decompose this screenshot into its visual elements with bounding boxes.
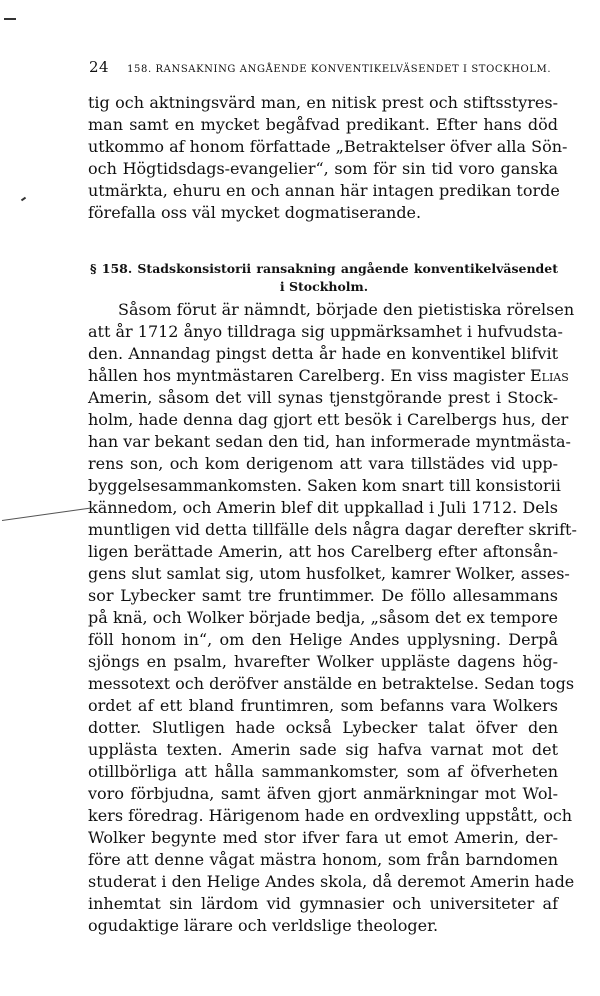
running-header bbox=[89, 58, 559, 80]
running-title: 158. RANSAKNING ANGÅENDE KONVENTIKELVÄSENDET I STOCKHOLM. bbox=[127, 64, 552, 75]
text-line: holm, hade denna dag gjort ett besök i Carelbergs hus, der bbox=[88, 410, 569, 429]
text-line: kers föredrag. Härigenom hade en ordvexling uppstått, och bbox=[88, 806, 573, 825]
scan-mark-top-left bbox=[4, 18, 16, 20]
text-line: på knä, och Wolker började bedja, „såsom det ex tempore bbox=[88, 608, 558, 627]
text-line: Såsom förut är nämndt, började den pietistiska rörelsen bbox=[118, 300, 575, 319]
scan-mark-margin bbox=[21, 197, 26, 202]
text-line: otillbörliga att hålla sammankomster, som af öfverheten bbox=[88, 762, 558, 781]
text-line: voro förbjudna, samt äfven gjort anmärkningar mot Wol- bbox=[88, 784, 558, 803]
text-line: Wolker begynte med stor ifver fara ut emot Amerin, der- bbox=[88, 828, 558, 847]
text-line: messotext och deröfver anstälde en betraktelse. Sedan togs bbox=[88, 674, 575, 693]
text-fragment: hållen hos myntmästaren Carelberg. En viss magister bbox=[88, 366, 530, 385]
text-line: kännedom, och Amerin blef dit uppkallad i Juli 1712. Dels bbox=[88, 498, 558, 517]
text-line: byggelsesammankomsten. Saken kom snart till konsistorii bbox=[88, 476, 561, 495]
margin-pencil-line bbox=[2, 507, 91, 521]
text-line: utmärkta, ehuru en och annan här intagen predikan torde bbox=[88, 181, 560, 200]
text-line: tig och aktningsvärd man, en nitisk prest och stiftsstyres- bbox=[88, 93, 558, 112]
text-line: sjöngs en psalm, hvarefter Wolker uppläste dagens hög- bbox=[88, 652, 558, 671]
preceding-paragraph bbox=[88, 92, 568, 224]
smallcaps-name: Elias bbox=[529, 366, 569, 385]
text-line: sor Lybecker samt tre fruntimmer. De föllo allesammans bbox=[88, 586, 558, 605]
text-line: upplästa texten. Amerin sade sig hafva varnat mot det bbox=[88, 740, 558, 759]
text-line: ordet af ett bland fruntimren, som befanns vara Wolkers bbox=[88, 696, 558, 715]
text-line: föll honom in“, om den Helige Andes upplysning. Derpå bbox=[88, 630, 558, 649]
section-heading bbox=[90, 260, 558, 296]
text-line: man samt en mycket begåfvad predikant. Efter hans död bbox=[88, 115, 558, 134]
text-line: rens son, och kom derigenom att vara tillstädes vid upp- bbox=[88, 454, 558, 473]
page-number: 24 bbox=[89, 58, 110, 76]
section-heading-line-1: § 158. Stadskonsistorii ransakning angående konventikelväsendet bbox=[90, 261, 558, 276]
text-line: dotter. Slutligen hade också Lybecker talat öfver den bbox=[88, 718, 558, 737]
text-line: förefalla oss väl mycket dogmatiserande. bbox=[88, 203, 422, 222]
text-line: studerat i den Helige Andes skola, då deremot Amerin hade bbox=[88, 872, 575, 891]
text-line: inhemtat sin lärdom vid gymnasier och universiteter af bbox=[88, 894, 558, 913]
text-line: före att denne vågat mästra honom, som från barndomen bbox=[88, 850, 558, 869]
text-line-with-name bbox=[88, 365, 569, 387]
text-line: han var bekant sedan den tid, han informerade myntmästa- bbox=[88, 432, 571, 451]
text-line: och Högtidsdags-evangelier“, som för sin tid voro ganska bbox=[88, 159, 558, 178]
text-line: gens slut samlat sig, utom husfolket, kamrer Wolker, asses- bbox=[88, 564, 570, 583]
section-body bbox=[88, 299, 577, 937]
section-heading-line-2: i Stockholm. bbox=[279, 279, 369, 294]
text-line: ogudaktige lärare och verldslige theologer. bbox=[88, 916, 439, 935]
text-line: ligen berättade Amerin, att hos Carelberg efter aftonsån- bbox=[88, 542, 558, 561]
text-line: den. Annandag pingst detta år hade en konventikel blifvit bbox=[88, 344, 558, 363]
text-line: muntligen vid detta tillfälle dels några dagar derefter skrift- bbox=[88, 520, 577, 539]
text-line: utkommo af honom författade „Betraktelser öfver alla Sön- bbox=[88, 137, 568, 156]
text-line: Amerin, såsom det vill synas tjenstgörande prest i Stock- bbox=[88, 388, 558, 407]
text-line: att år 1712 ånyo tilldraga sig uppmärksamhet i hufvudsta- bbox=[88, 322, 563, 341]
